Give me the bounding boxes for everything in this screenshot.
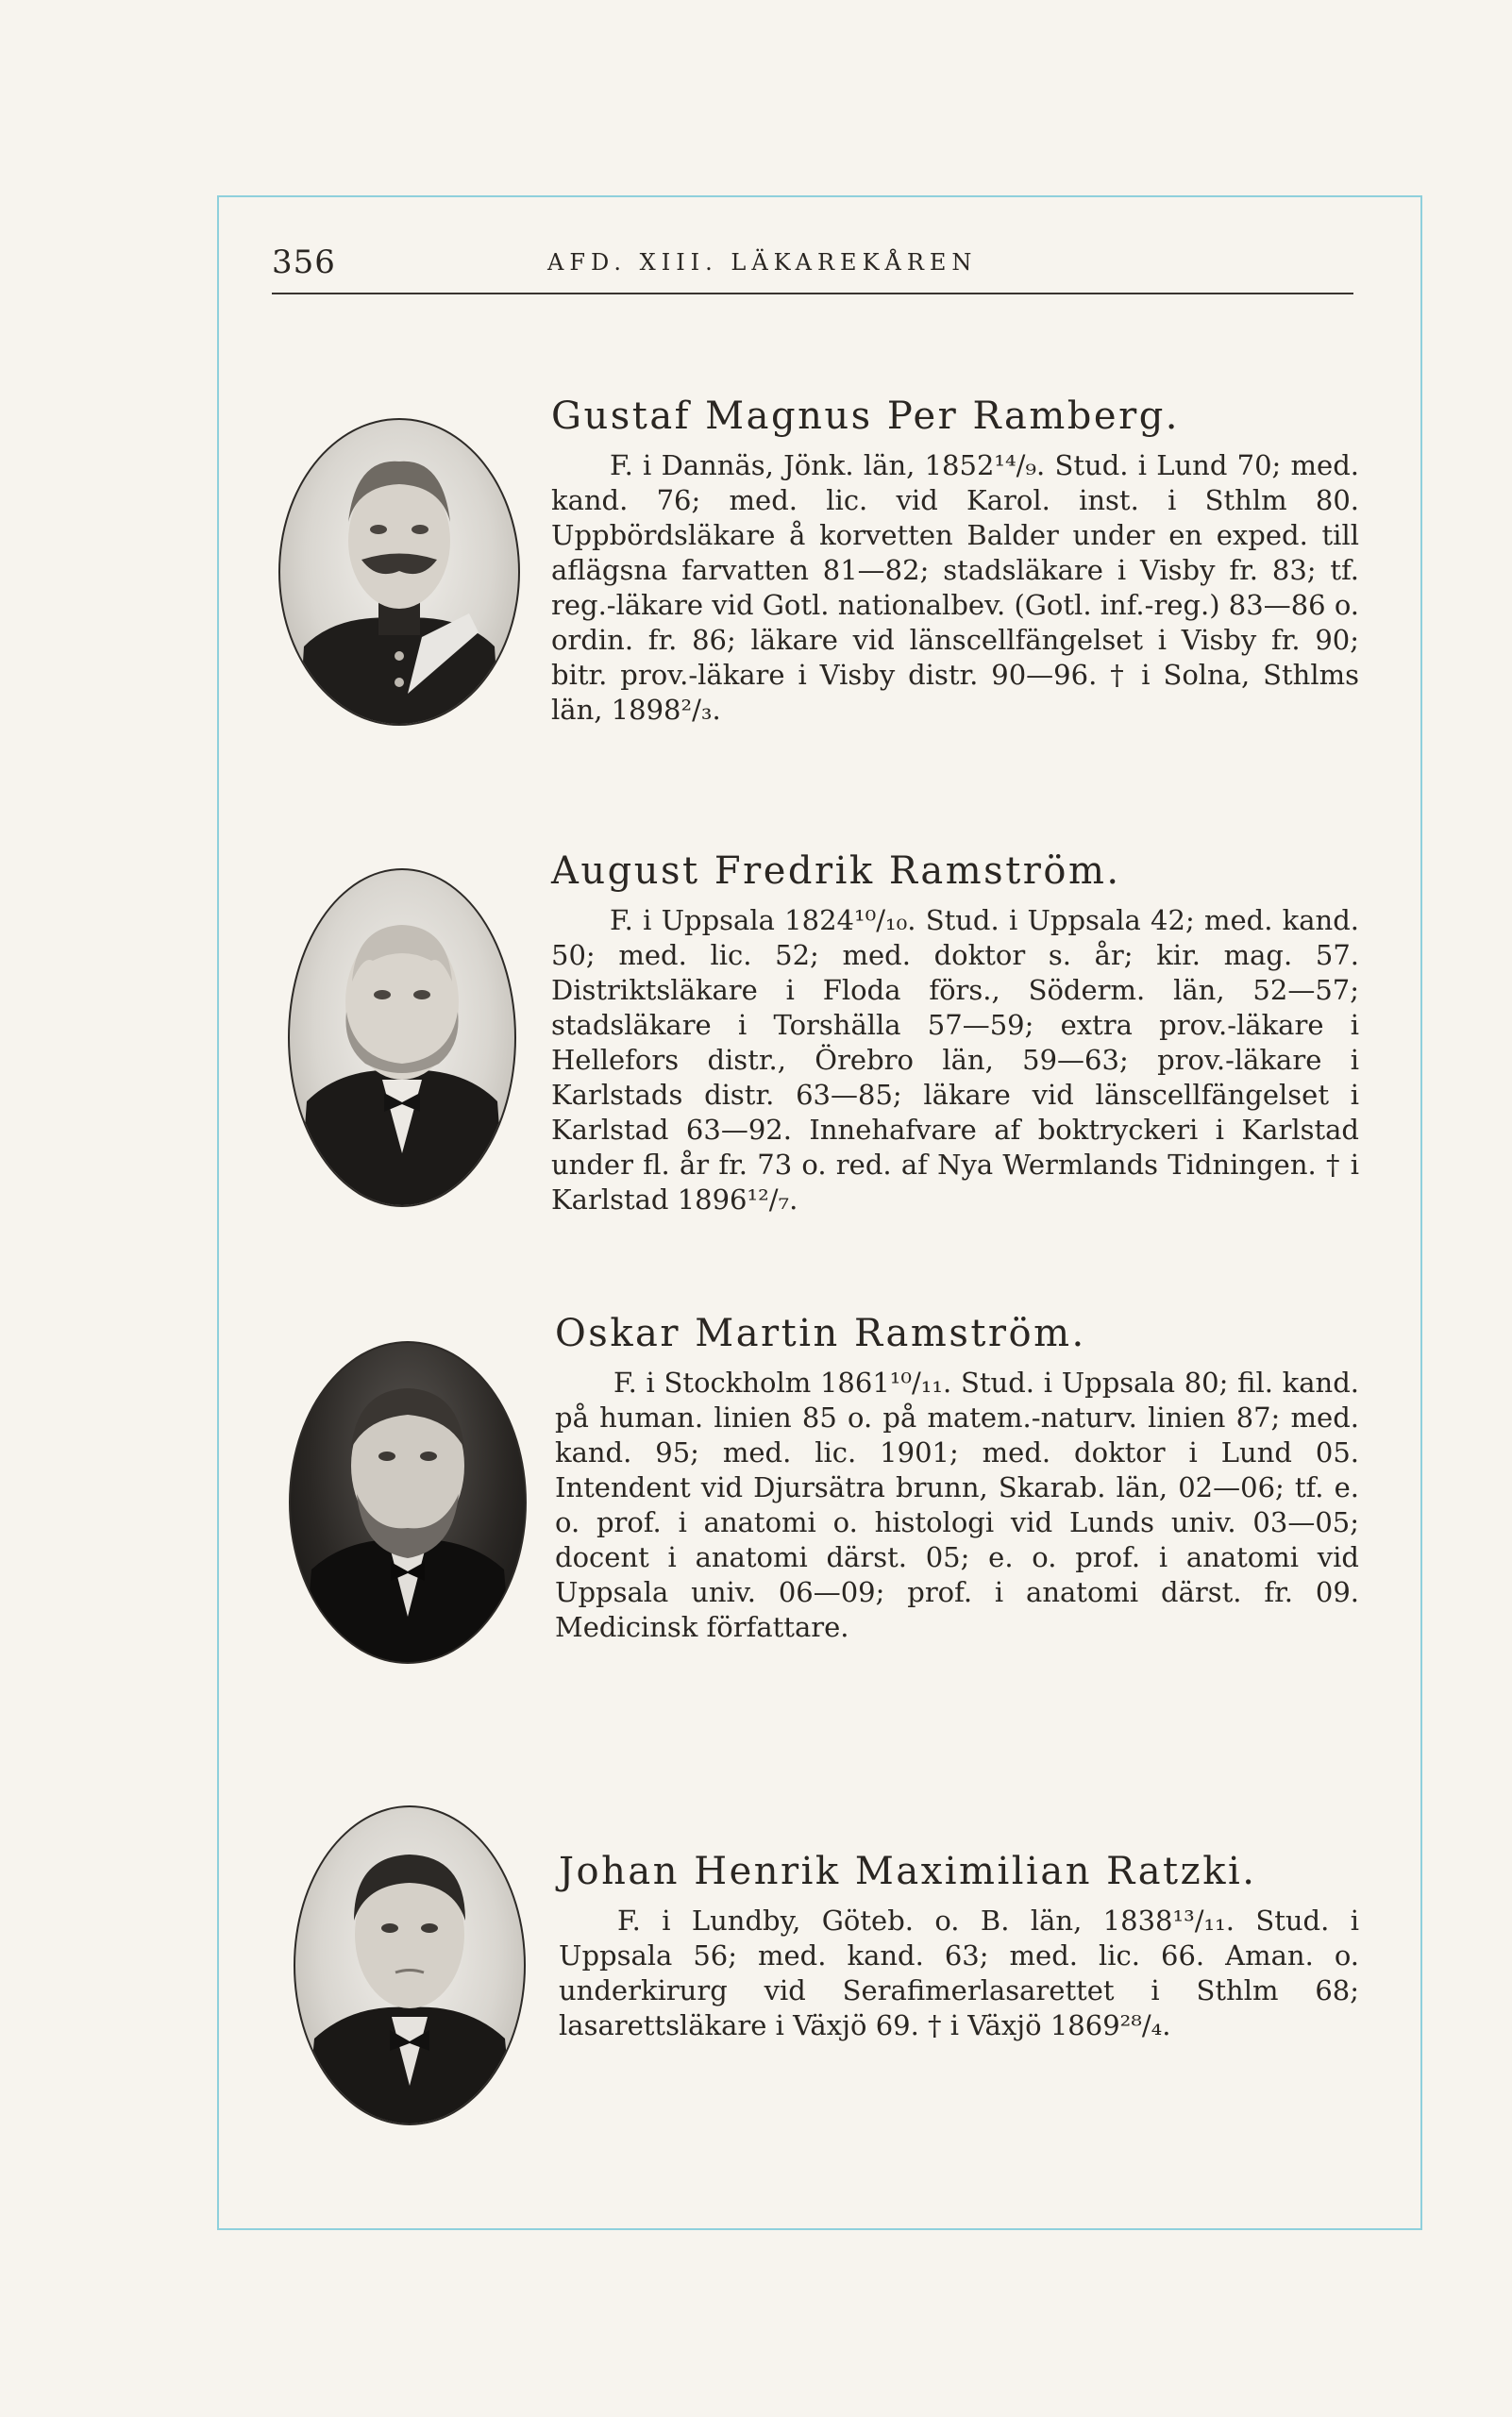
entry-bio: F. i Lundby, Göteb. o. B. län, 1838¹³/₁₁. Stud. i Uppsala 56; med. kand. 63; med. lic. 66. Aman. o. underkirurg vid Serafimerlasarettet i Sthlm 68; lasarettsläkare i Växjö 69. † i Växjö 1869²⁸/₄. <box>559 1905 1359 2041</box>
running-head: AFD. XIII. LÄKAREKÅREN <box>547 249 978 276</box>
portrait-bearded-professor-icon <box>289 1341 527 1664</box>
entry-name: Oskar Martin Ramström. <box>555 1312 1086 1355</box>
portrait-young-man-icon <box>294 1805 526 2125</box>
page-header <box>272 243 1353 296</box>
portrait-mustached-officer-icon <box>278 418 520 726</box>
entry-name: August Fredrik Ramström. <box>551 849 1121 893</box>
entry-bio: F. i Stockholm 1861¹⁰/₁₁. Stud. i Uppsala 80; fil. kand. på human. linien 85 o. på matem.-naturv. linien 87; med. kand. 95; med. lic. 1901; med. doktor i Lund 05. Intendent vid Djursätra brunn, Skarab. län, 02—06; tf. e. o. prof. i anatomi o. histologi vid Lunds univ. 03—05; docent i anatomi därst. 05; e. o. prof. i anatomi vid Uppsala univ. 06—09; prof. i anatomi därst. fr. 09. Medicinsk författare. <box>555 1367 1359 1643</box>
entry-bio: F. i Uppsala 1824¹⁰/₁₀. Stud. i Uppsala 42; med. kand. 50; med. lic. 52; med. doktor s. år; kir. mag. 57. Distriktsläkare i Floda förs., Söderm. län, 52—57; stadsläkare i Torshälla 57—59; extra prov.-läkare i Hellefors distr., Örebro län, 59—63; prov.-läkare i Karlstads distr. 63—85; läkare vid länscellfängelset i Karlstad 63—92. Innehafvare af boktryckeri i Karlstad under fl. år fr. 73 o. red. af Nya Wermlands Tidningen. † i Karlstad 1896¹²/₇. <box>551 904 1359 1216</box>
page-number: 356 <box>272 243 336 281</box>
entry-name: Gustaf Magnus Per Ramberg. <box>551 394 1181 438</box>
portrait-bald-gentleman-icon <box>288 868 516 1207</box>
entry-name: Johan Henrik Maximilian Ratzki. <box>559 1850 1257 1893</box>
entry-bio: F. i Dannäs, Jönk. län, 1852¹⁴/₉. Stud. i Lund 70; med. kand. 76; med. lic. vid Karol. inst. i Sthlm 80. Uppbördsläkare å korvetten Balder under en exped. till aflägsna farvatten 81—82; stadsläkare i Visby fr. 83; tf. reg.-läkare vid Gotl. nationalbev. (Gotl. inf.-reg.) 83—86 o. ordin. fr. 86; läkare vid länscellfängelset i Visby fr. 90; bitr. prov.-läkare i Visby distr. 90—96. † i Solna, Sthlms län, 1898²/₃. <box>551 449 1359 726</box>
header-rule <box>272 293 1353 294</box>
